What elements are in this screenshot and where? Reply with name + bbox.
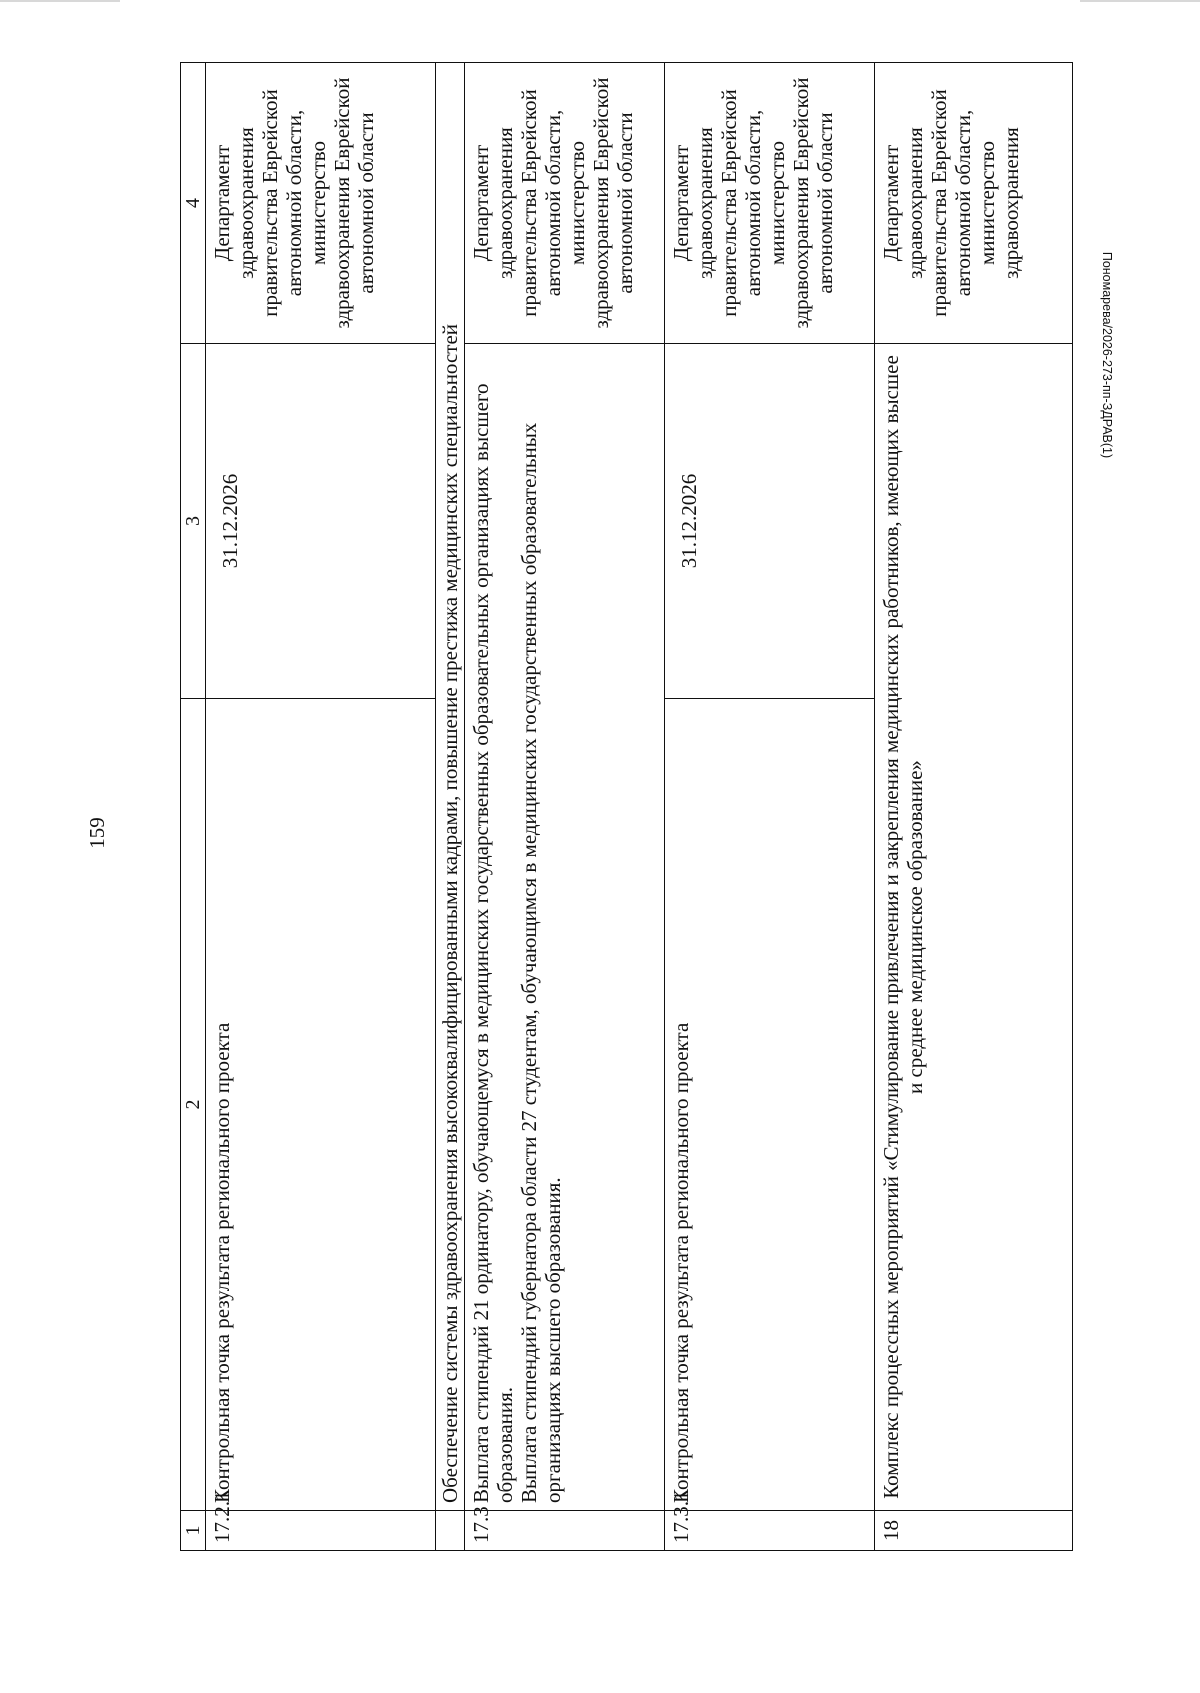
- row-responsible: Департамент здравоохранения правительства Еврейской автономной области, министерство здравоохранения Еврейской автономной области: [206, 63, 436, 344]
- row-number: 17.2.1: [206, 1511, 436, 1551]
- scan-edge-top-right: [1080, 0, 1200, 2]
- row-name: [465, 344, 665, 1511]
- row-responsible: Департамент здравоохранения правительства Еврейской автономной области, министерство здравоохранения: [875, 63, 1073, 344]
- table-header-row: [181, 63, 206, 1551]
- table-row: [875, 63, 1073, 1551]
- row-responsible: Департамент здравоохранения правительства Еврейской автономной области, министерство здравоохранения Еврейской автономной области: [465, 63, 665, 344]
- row-name-line-2: Выплата стипендий губернатора области 27 студентам, обучающимся в медицинских государственных образовательных организациях высшего образования.: [517, 422, 565, 1503]
- row-responsible: Департамент здравоохранения правительства Еврейской автономной области, министерство здравоохранения Еврейской автономной области: [665, 63, 875, 344]
- header-col-1: 1: [181, 1511, 206, 1551]
- table-row: [206, 63, 436, 1551]
- section-row: [436, 63, 465, 1551]
- row-date: 31.12.2026: [206, 344, 436, 699]
- row-name: Контрольная точка результата регионального проекта: [665, 699, 875, 1511]
- row-name: Контрольная точка результата регионального проекта: [206, 699, 436, 1511]
- row-number: 17.3: [465, 1511, 665, 1551]
- table-row: [665, 63, 875, 1551]
- header-col-2: 2: [181, 699, 206, 1511]
- row-number: 18: [875, 1511, 1073, 1551]
- section-title: Обеспечение системы здравоохранения высококвалифицированными кадрами, повышение престижа медицинских специальностей: [436, 63, 465, 1511]
- row-name-line-1: Выплата стипендий 21 ординатору, обучающемуся в медицинских государственных образовательных организациях высшего образования.: [469, 383, 517, 1503]
- row-number: 17.3.1: [665, 1511, 875, 1551]
- measures-table: [180, 62, 1073, 1551]
- scan-edge-top-left: [0, 0, 120, 2]
- section-number-cell: [436, 1511, 465, 1551]
- header-col-4: 4: [181, 63, 206, 344]
- header-col-3: 3: [181, 344, 206, 699]
- table-row: [465, 63, 665, 1551]
- row-date: 31.12.2026: [665, 344, 875, 699]
- row-name: Комплекс процессных мероприятий «Стимулирование привлечения и закрепления медицинских работников, имеющих высшее и среднее медицинское образование»: [875, 344, 1073, 1511]
- page-number: 159: [85, 817, 109, 849]
- rotated-table: [180, 63, 1073, 1551]
